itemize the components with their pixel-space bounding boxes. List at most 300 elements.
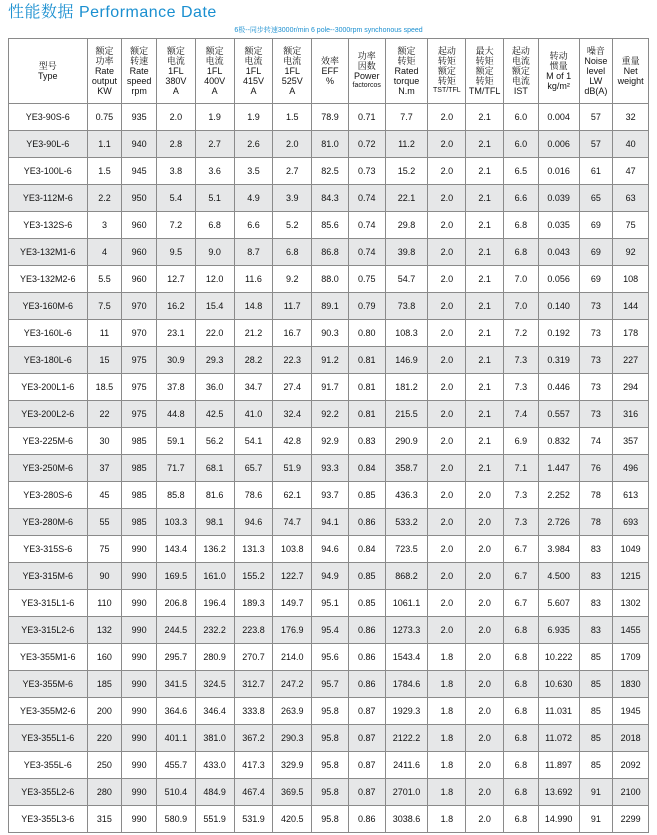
table-cell: 6.8 (195, 212, 234, 239)
table-cell: 455.7 (157, 752, 196, 779)
table-cell: 346.4 (195, 698, 234, 725)
column-header-line: Rated (394, 66, 419, 76)
table-cell: 0.87 (348, 779, 385, 806)
table-cell: 0.85 (348, 563, 385, 590)
table-cell: 990 (122, 806, 157, 833)
column-header-line: 额定 (244, 46, 263, 56)
table-cell: 2.7 (195, 131, 234, 158)
table-cell: 54.7 (385, 266, 428, 293)
table-cell: 10.222 (538, 644, 579, 671)
table-cell: 433.0 (195, 752, 234, 779)
table-cell: 7.3 (503, 509, 538, 536)
table-cell: 1273.3 (385, 617, 428, 644)
table-cell: 990 (122, 671, 157, 698)
table-cell: 693 (613, 509, 649, 536)
table-cell: 0.319 (538, 347, 579, 374)
table-cell: 990 (122, 563, 157, 590)
table-cell: 2.0 (466, 698, 504, 725)
table-cell: 467.4 (234, 779, 273, 806)
table-cell: 1.5 (273, 104, 312, 131)
model-type-cell: YE3-355M2-6 (9, 698, 88, 725)
table-cell: 533.2 (385, 509, 428, 536)
table-cell: 1945 (613, 698, 649, 725)
column-header-line: TST/TFL (433, 87, 461, 94)
column-header-line: 起动 (511, 46, 530, 56)
column-header-line: 400V (204, 76, 226, 86)
table-cell: 32 (613, 104, 649, 131)
column-header-line: 转动 (549, 51, 568, 61)
table-cell: 250 (87, 752, 122, 779)
table-cell: 1215 (613, 563, 649, 590)
table-cell: 81.6 (195, 482, 234, 509)
column-header-line: Power (353, 71, 380, 81)
table-cell: 0.86 (348, 671, 385, 698)
table-cell: 85 (579, 644, 613, 671)
column-header (428, 39, 466, 104)
table-cell: 161.0 (195, 563, 234, 590)
column-header-line: 1FL (284, 66, 300, 76)
column-header-line: 电流 (205, 56, 224, 66)
table-cell: 34.7 (234, 374, 273, 401)
table-cell: 27.4 (273, 374, 312, 401)
table-cell: 0.84 (348, 536, 385, 563)
table-cell: 7.0 (503, 293, 538, 320)
table-cell: 6.7 (503, 536, 538, 563)
table-cell: 0.79 (348, 293, 385, 320)
table-cell: 0.192 (538, 320, 579, 347)
column-header-line: 额定 (130, 46, 149, 56)
table-cell: 22.1 (385, 185, 428, 212)
table-cell: 2.1 (466, 320, 504, 347)
column-header (538, 39, 579, 104)
table-cell: 98.1 (195, 509, 234, 536)
table-cell: 21.2 (234, 320, 273, 347)
table-cell: 990 (122, 590, 157, 617)
column-header-line: output (91, 76, 117, 86)
table-cell: 4.9 (234, 185, 273, 212)
column-header-line: 电流 (244, 56, 263, 66)
table-cell: 73 (579, 401, 613, 428)
column-header-line: Type (38, 71, 58, 81)
table-cell: 0.74 (348, 239, 385, 266)
table-cell: 93.3 (312, 455, 349, 482)
column-header-line: 额定 (95, 46, 114, 56)
model-type-cell: YE3-112M-6 (9, 185, 88, 212)
table-cell: 950 (122, 185, 157, 212)
table-cell: 37 (87, 455, 122, 482)
table-body (9, 104, 649, 833)
table-header (9, 39, 649, 104)
table-cell: 0.006 (538, 131, 579, 158)
table-row (9, 779, 649, 806)
table-cell: 81.0 (312, 131, 349, 158)
table-row (9, 347, 649, 374)
table-row (9, 158, 649, 185)
column-header-line: TM/TFL (468, 86, 501, 96)
table-cell: 4 (87, 239, 122, 266)
table-cell: 82.5 (312, 158, 349, 185)
table-cell: 83 (579, 617, 613, 644)
table-cell: 6.8 (503, 617, 538, 644)
page-subtitle: 6极--同步转速3000r/min 6 pole--3000rpm synchonous speed (234, 27, 423, 34)
table-cell: 92.9 (312, 428, 349, 455)
table-cell: 868.2 (385, 563, 428, 590)
table-cell: 2.1 (466, 212, 504, 239)
table-row (9, 293, 649, 320)
table-cell: 7.1 (503, 455, 538, 482)
column-header-line: 415V (242, 76, 264, 86)
table-cell: 0.039 (538, 185, 579, 212)
model-type-cell: YE3-100L-6 (9, 158, 88, 185)
table-cell: 206.8 (157, 590, 196, 617)
column-header-line: Rate (94, 66, 114, 76)
table-cell: 0.80 (348, 320, 385, 347)
column-header (348, 39, 385, 104)
model-type-cell: YE3-180L-6 (9, 347, 88, 374)
table-cell: 316 (613, 401, 649, 428)
table-cell: 1061.1 (385, 590, 428, 617)
table-cell: 2.0 (428, 266, 466, 293)
table-cell: 223.8 (234, 617, 273, 644)
table-cell: 11.072 (538, 725, 579, 752)
table-cell: 40 (613, 131, 649, 158)
table-cell: 73 (579, 320, 613, 347)
table-cell: 32.4 (273, 401, 312, 428)
table-cell: 2.0 (466, 671, 504, 698)
model-type-cell: YE3-200L1-6 (9, 374, 88, 401)
table-cell: 315 (87, 806, 122, 833)
column-header-line: 惯量 (549, 61, 568, 71)
table-cell: 990 (122, 725, 157, 752)
table-cell: 0.81 (348, 374, 385, 401)
column-header-line: A (172, 86, 179, 96)
table-cell: 103.8 (273, 536, 312, 563)
table-cell: 2.0 (466, 536, 504, 563)
model-type-cell: YE3-132M2-6 (9, 266, 88, 293)
table-cell: 37.8 (157, 374, 196, 401)
table-cell: 2.1 (466, 428, 504, 455)
table-cell: 2.2 (87, 185, 122, 212)
table-cell: 10.630 (538, 671, 579, 698)
table-cell: 85 (579, 725, 613, 752)
table-cell: 2411.6 (385, 752, 428, 779)
table-cell: 89.1 (312, 293, 349, 320)
table-cell: 88.0 (312, 266, 349, 293)
table-cell: 86.8 (312, 239, 349, 266)
column-header (613, 39, 649, 104)
table-cell: 55 (87, 509, 122, 536)
table-cell: 74.7 (273, 509, 312, 536)
table-cell: 6.9 (503, 428, 538, 455)
column-header (195, 39, 234, 104)
table-cell: 0.557 (538, 401, 579, 428)
table-cell: 56.2 (195, 428, 234, 455)
table-cell: 41.0 (234, 401, 273, 428)
model-type-cell: YE3-200L2-6 (9, 401, 88, 428)
table-cell: 73 (579, 347, 613, 374)
table-cell: 2.6 (234, 131, 273, 158)
table-cell: 91 (579, 806, 613, 833)
table-cell: 59.1 (157, 428, 196, 455)
table-cell: 6.8 (273, 239, 312, 266)
table-cell: 61 (579, 158, 613, 185)
table-row (9, 482, 649, 509)
column-header-line: IST (513, 86, 528, 96)
table-cell: 2.0 (466, 644, 504, 671)
table-cell: 0.035 (538, 212, 579, 239)
table-cell: 6.8 (503, 779, 538, 806)
table-cell: 42.8 (273, 428, 312, 455)
table-cell: 5.5 (87, 266, 122, 293)
table-cell: 7.3 (503, 347, 538, 374)
table-cell: 0.87 (348, 725, 385, 752)
table-cell: 2.1 (466, 455, 504, 482)
table-cell: 6.8 (503, 212, 538, 239)
table-cell: 108.3 (385, 320, 428, 347)
table-cell: 2.0 (428, 563, 466, 590)
table-cell: 30 (87, 428, 122, 455)
column-header (234, 39, 273, 104)
table-cell: 247.2 (273, 671, 312, 698)
column-header-line: EFF (321, 66, 339, 76)
column-header-line: 额定 (205, 46, 224, 56)
table-cell: 63 (613, 185, 649, 212)
table-cell: 84.3 (312, 185, 349, 212)
table-cell: 91.2 (312, 347, 349, 374)
table-cell: 0.81 (348, 347, 385, 374)
column-header (273, 39, 312, 104)
table-cell: 2.0 (466, 617, 504, 644)
table-cell: 551.9 (195, 806, 234, 833)
table-cell: 6.8 (503, 671, 538, 698)
table-cell: 290.3 (273, 725, 312, 752)
table-cell: 369.5 (273, 779, 312, 806)
column-header-line: 功率 (357, 51, 376, 61)
table-cell: 510.4 (157, 779, 196, 806)
table-cell: 6.8 (503, 752, 538, 779)
table-cell: 12.0 (195, 266, 234, 293)
table-cell: 0.87 (348, 698, 385, 725)
table-cell: 1.9 (234, 104, 273, 131)
table-cell: 1455 (613, 617, 649, 644)
table-cell: 2.252 (538, 482, 579, 509)
table-cell: 11.897 (538, 752, 579, 779)
table-row (9, 212, 649, 239)
table-row (9, 536, 649, 563)
table-cell: 1543.4 (385, 644, 428, 671)
table-row (9, 320, 649, 347)
table-row (9, 617, 649, 644)
table-cell: 74 (579, 428, 613, 455)
table-cell: 85 (579, 671, 613, 698)
table-cell: 613 (613, 482, 649, 509)
column-header-line: 额定 (166, 46, 185, 56)
table-cell: 2.8 (157, 131, 196, 158)
table-cell: 95.8 (312, 752, 349, 779)
column-header-line: 525V (281, 76, 303, 86)
table-cell: 108 (613, 266, 649, 293)
table-cell: 5.4 (157, 185, 196, 212)
table-cell: 0.016 (538, 158, 579, 185)
table-row (9, 725, 649, 752)
table-row (9, 428, 649, 455)
table-cell: 62.1 (273, 482, 312, 509)
table-cell: 0.71 (348, 104, 385, 131)
table-cell: 0.043 (538, 239, 579, 266)
table-cell: 6.0 (503, 104, 538, 131)
table-cell: 95.8 (312, 725, 349, 752)
table-cell: 83 (579, 563, 613, 590)
table-cell: 295.7 (157, 644, 196, 671)
table-cell: 2.0 (466, 725, 504, 752)
table-cell: 30.9 (157, 347, 196, 374)
model-type-cell: YE3-355M-6 (9, 671, 88, 698)
table-cell: 0.86 (348, 617, 385, 644)
table-row (9, 644, 649, 671)
table-cell: 73 (579, 293, 613, 320)
table-cell: 94.9 (312, 563, 349, 590)
table-cell: 333.8 (234, 698, 273, 725)
table-cell: 29.8 (385, 212, 428, 239)
table-cell: 2.7 (273, 158, 312, 185)
table-cell: 960 (122, 212, 157, 239)
table-cell: 215.5 (385, 401, 428, 428)
model-type-cell: YE3-355L2-6 (9, 779, 88, 806)
table-cell: 69 (579, 212, 613, 239)
table-cell: 90 (87, 563, 122, 590)
table-cell: 200 (87, 698, 122, 725)
table-cell: 2100 (613, 779, 649, 806)
table-cell: 23.1 (157, 320, 196, 347)
table-cell: 1.447 (538, 455, 579, 482)
table-cell: 2.1 (466, 158, 504, 185)
table-cell: 3.8 (157, 158, 196, 185)
table-cell: 95.4 (312, 617, 349, 644)
column-header-line: 1FL (168, 66, 184, 76)
model-type-cell: YE3-355M1-6 (9, 644, 88, 671)
table-cell: 11.2 (385, 131, 428, 158)
table-cell: 85.8 (157, 482, 196, 509)
model-type-cell: YE3-132M1-6 (9, 239, 88, 266)
table-cell: 22 (87, 401, 122, 428)
table-cell: 580.9 (157, 806, 196, 833)
table-cell: 143.4 (157, 536, 196, 563)
column-header (122, 39, 157, 104)
column-header (87, 39, 122, 104)
model-type-cell: YE3-280S-6 (9, 482, 88, 509)
table-cell: 2.0 (428, 347, 466, 374)
table-cell: 0.056 (538, 266, 579, 293)
table-cell: 85 (579, 698, 613, 725)
column-header-line: 额定 (397, 46, 416, 56)
table-cell: 15.4 (195, 293, 234, 320)
table-cell: 6.935 (538, 617, 579, 644)
table-cell: 2.0 (428, 428, 466, 455)
model-type-cell: YE3-355L1-6 (9, 725, 88, 752)
table-row (9, 104, 649, 131)
table-cell: 178 (613, 320, 649, 347)
table-cell: 364.6 (157, 698, 196, 725)
table-cell: 531.9 (234, 806, 273, 833)
column-header-line: 额定 (511, 66, 530, 76)
column-header-line: 转矩 (437, 76, 456, 86)
table-cell: 2.0 (428, 239, 466, 266)
table-cell: 975 (122, 347, 157, 374)
table-cell: 1830 (613, 671, 649, 698)
table-cell: 0.85 (348, 590, 385, 617)
table-cell: 990 (122, 779, 157, 806)
table-cell: 985 (122, 455, 157, 482)
table-cell: 329.9 (273, 752, 312, 779)
table-cell: 6.7 (503, 590, 538, 617)
table-cell: 270.7 (234, 644, 273, 671)
column-header-line: Noise (584, 56, 608, 66)
table-cell: 2.0 (428, 536, 466, 563)
table-cell: 970 (122, 320, 157, 347)
table-cell: 2.0 (428, 212, 466, 239)
table-cell: 341.5 (157, 671, 196, 698)
column-header-line: 转速 (130, 56, 149, 66)
column-header-line: 效率 (320, 56, 339, 66)
table-cell: 15 (87, 347, 122, 374)
column-header-line: 功率 (95, 56, 114, 66)
table-cell: 990 (122, 644, 157, 671)
table-cell: 3 (87, 212, 122, 239)
table-cell: 2.0 (466, 779, 504, 806)
column-header-line: speed (126, 76, 152, 86)
model-type-cell: YE3-160L-6 (9, 320, 88, 347)
model-type-cell: YE3-355L3-6 (9, 806, 88, 833)
table-cell: 16.7 (273, 320, 312, 347)
table-cell: 7.4 (503, 401, 538, 428)
column-header (312, 39, 349, 104)
table-cell: 7.2 (503, 320, 538, 347)
table-cell: 169.5 (157, 563, 196, 590)
table-cell: 940 (122, 131, 157, 158)
table-cell: 6.0 (503, 131, 538, 158)
table-cell: 0.73 (348, 158, 385, 185)
table-cell: 2.0 (428, 401, 466, 428)
table-cell: 155.2 (234, 563, 273, 590)
table-cell: 15.2 (385, 158, 428, 185)
table-row (9, 698, 649, 725)
column-header-line: weight (617, 76, 644, 86)
table-cell: 51.9 (273, 455, 312, 482)
table-cell: 144 (613, 293, 649, 320)
model-type-cell: YE3-250M-6 (9, 455, 88, 482)
table-cell: 7.3 (503, 482, 538, 509)
column-header-line: 电流 (511, 56, 530, 66)
model-type-cell: YE3-132S-6 (9, 212, 88, 239)
table-cell: 2299 (613, 806, 649, 833)
table-cell: 69 (579, 239, 613, 266)
column-header (503, 39, 538, 104)
table-cell: 367.2 (234, 725, 273, 752)
table-cell: 6.8 (503, 806, 538, 833)
table-cell: 1.5 (87, 158, 122, 185)
table-cell: 68.1 (195, 455, 234, 482)
column-header-line: % (325, 76, 334, 86)
table-cell: 57 (579, 104, 613, 131)
table-cell: 9.0 (195, 239, 234, 266)
table-cell: 6.8 (503, 239, 538, 266)
table-cell: 132 (87, 617, 122, 644)
table-cell: 7.7 (385, 104, 428, 131)
model-type-cell: YE3-315L1-6 (9, 590, 88, 617)
table-cell: 1.8 (428, 671, 466, 698)
table-cell: 214.0 (273, 644, 312, 671)
table-row (9, 401, 649, 428)
